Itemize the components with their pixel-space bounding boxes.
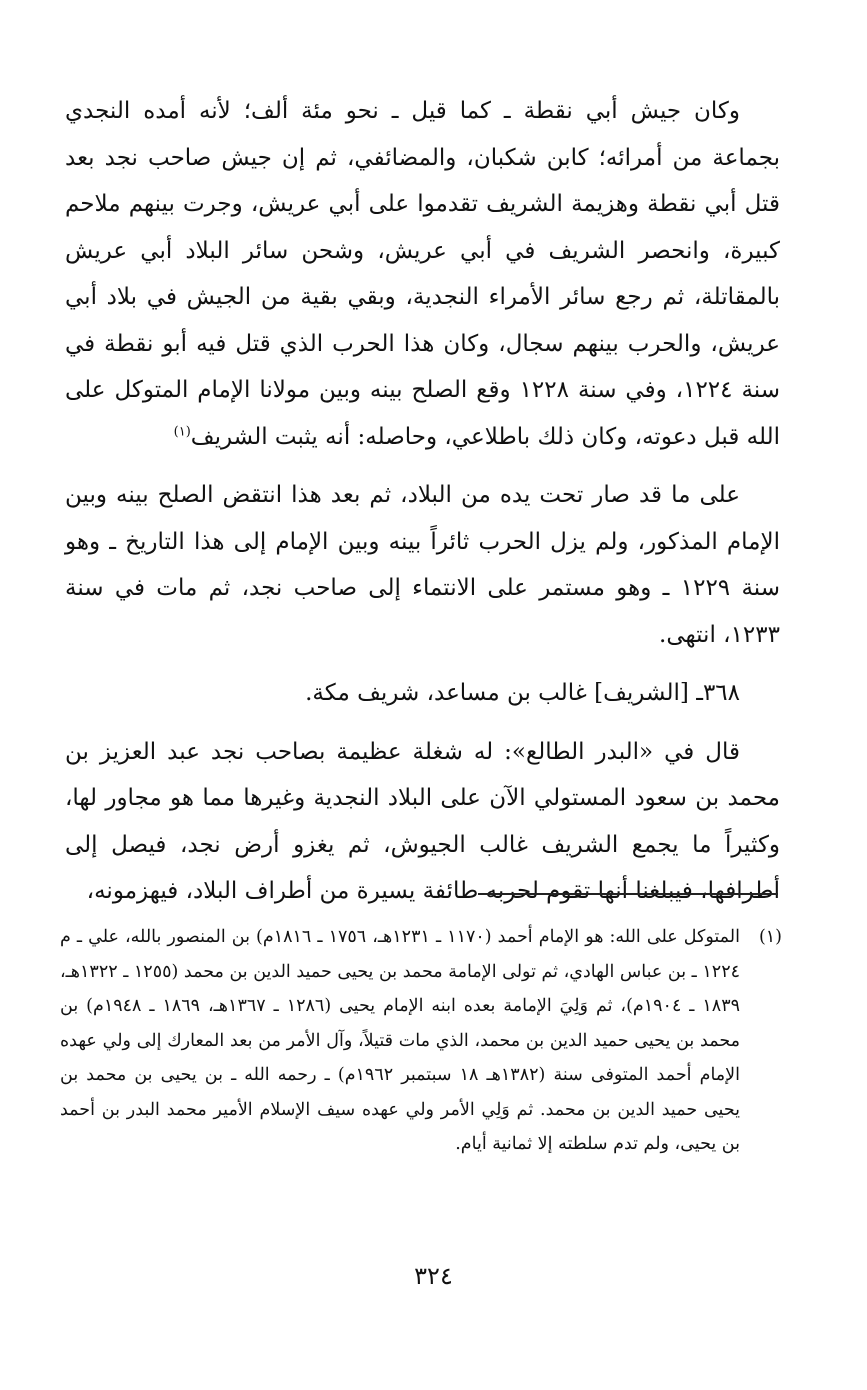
- page-number: ٣٢٤: [414, 1262, 453, 1290]
- footnote-text: المتوكل على الله: هو الإمام أحمد (١١٧٠ ـ ١٢٣١هـ، ١٧٥٦ ـ ١٨١٦م) بن المنصور بالله، علي ـ م ١٢٢٤ ـ بن عباس الهادي، ثم تولى الإمامة محمد بن يحيى حميد الدين بن محمد (١٢٥٥ ـ ١٣٢٢هـ، ١٨٣٩ ـ ١٩٠٤م)، ثم وَلِيَ الإمامة بعده ابنه الإمام يحيى (١٢٨٦ ـ ١٣٦٧هـ، ١٨٦٩ ـ ١٩٤٨م) بن محمد بن يحيى حميد الدين بن محمد، الذي مات قتيلاً، وآل الأمر من بعد المعارك إلى ولي عهده الإمام أحمد المتوفى سنة (١٣٨٢هـ ١٨ سبتمبر ١٩٦٢م) ـ رحمه الله ـ بن يحيى بن محمد بن يحيى حميد الدين بن محمد. ثم وَلِي الأمر ولي عهده سيف الإسلام الأمير محمد البدر بن أحمد بن يحيى، ولم تدم سلطته إلا ثمانية أيام.: [60, 927, 741, 1154]
- paragraph-2: على ما قد صار تحت يده من البلاد، ثم بعد هذا انتقض الصلح بينه وبين الإمام المذكور، ولم يزل الحرب ثائراً بينه وبين الإمام إلى هذا التاريخ ـ وهو سنة ١٢٢٩ ـ وهو مستمر على الانتماء إلى صاحب نجد، ثم مات في سنة ١٢٣٣، انتهى.: [65, 482, 780, 648]
- paragraph-3: قال في «البدر الطالع»: له شغلة عظيمة بصاحب نجد عبد العزيز بن محمد بن سعود المستولي الآن على البلاد النجدية وغيرها مما هو مجاور لها، وكثيراً ما يجمع الشريف غالب الجيوش، ثم يغزو أرض نجد، فيصل إلى أطرافها، فيبلغنا أنها تقوم لحربه طائفة يسيرة من أطراف البلاد، فيهزمونه،: [65, 738, 780, 904]
- footnote-marker: (١): [758, 927, 782, 947]
- main-text: [65, 88, 780, 927]
- paragraph-1-text: وكان جيش أبي نقطة ـ كما قيل ـ نحو مئة ألف؛ لأنه أمده النجدي بجماعة من أمرائه؛ كابن شكبان، والمضائفي، ثم إن جيش صاحب نجد بعد قتل أبي نقطة وهزيمة الشريف تقدموا على أبي عريش، وجرت بينهم ملاحم كبيرة، وانحصر الشريف في أبي عريش، وشحن سائر البلاد أبي عريش بالمقاتلة، ثم رجع سائر الأمراء النجدية، وبقي بقية من الجيش في بلاد أبي عريش، والحرب بينهم سجال، وكان هذا الحرب الذي قتل فيه أبو نقطة في سنة ١٢٢٤، وفي سنة ١٢٢٨ وقع الصلح بينه وبين مولانا الإمام المتوكل على الله قبل دعوته، وكان ذلك باطلاعي، وحاصله: أنه يثبت الشريف: [65, 98, 781, 450]
- footnote-separator: [478, 893, 778, 895]
- paragraph-1: [65, 88, 780, 460]
- footnote-1: [60, 920, 782, 1162]
- biography-entry-heading: ٣٦٨ـ [الشريف] غالب بن مساعد، شريف مكة.: [305, 680, 740, 706]
- footnotes-section: [60, 920, 782, 1162]
- footnote-reference[interactable]: (١): [173, 423, 191, 439]
